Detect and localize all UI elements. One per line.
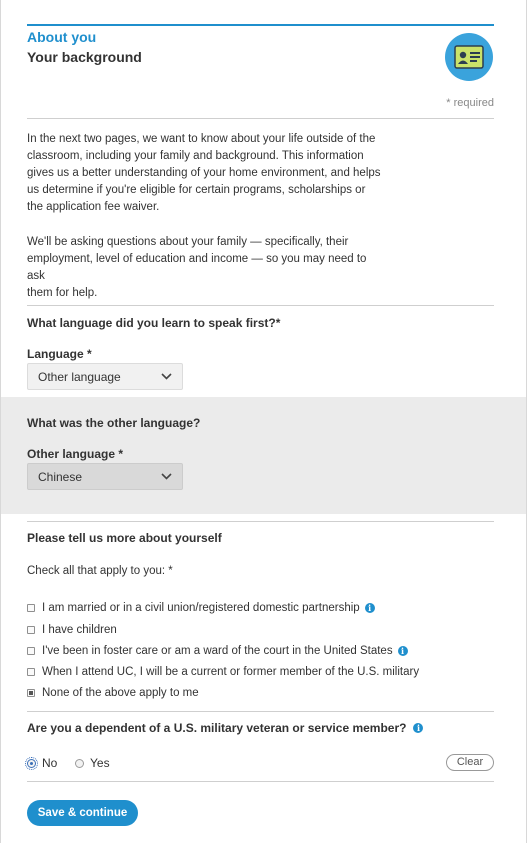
- section-badge: [445, 33, 493, 81]
- intro-paragraph-1: [27, 131, 387, 216]
- dependent-question-row: [27, 721, 423, 735]
- required-note: * required: [446, 97, 494, 109]
- other-language-select-value: Chinese: [38, 470, 83, 484]
- about-yourself-title: Please tell us more about yourself: [27, 531, 222, 545]
- radio-label: No: [42, 756, 58, 770]
- about-yourself-instruction: Check all that apply to you: *: [27, 565, 173, 577]
- divider: [27, 305, 494, 306]
- radio-button[interactable]: [75, 759, 84, 768]
- checkbox-military[interactable]: [27, 664, 419, 680]
- checkbox[interactable]: [27, 647, 35, 655]
- checkbox-label: When I attend UC, I will be a current or former member of the U.S. military: [42, 666, 420, 678]
- checkbox-checked[interactable]: [27, 689, 35, 697]
- checkbox-married[interactable]: [27, 600, 375, 616]
- language-question: What language did you learn to speak first?*: [27, 316, 281, 330]
- checkbox-label: I am married or in a civil union/registered domestic partnership: [42, 602, 360, 614]
- info-icon[interactable]: i: [365, 603, 375, 613]
- section-title: About you: [27, 29, 97, 45]
- divider: [27, 521, 494, 522]
- radio-yes[interactable]: [75, 756, 110, 770]
- intro-line: In the next two pages, we want to know about your life outside of the: [27, 133, 376, 145]
- dependent-question: Are you a dependent of a U.S. military veteran or service member?: [27, 721, 407, 735]
- intro-line: classroom, including your family and background. This information: [27, 150, 364, 162]
- checkbox[interactable]: [27, 626, 35, 634]
- other-language-select[interactable]: [27, 463, 183, 490]
- checkbox-label: None of the above apply to me: [42, 687, 199, 699]
- language-select[interactable]: [27, 363, 183, 390]
- page-title: Your background: [27, 49, 142, 65]
- checkbox-label: I've been in foster care or am a ward of the court in the United States: [42, 645, 393, 657]
- intro-line: employment, level of education and income — so you may need to ask: [27, 253, 367, 282]
- checkbox-children[interactable]: [27, 622, 117, 638]
- radio-no[interactable]: [27, 756, 57, 770]
- header-rule: [27, 24, 494, 26]
- intro-line: the application fee waiver.: [27, 201, 160, 213]
- checkbox-label: I have children: [42, 624, 117, 636]
- intro-line: gives us a better understanding of your home environment, and helps: [27, 167, 381, 179]
- divider: [27, 711, 494, 712]
- intro-line: us determine if you're eligible for certain programs, scholarships or: [27, 184, 366, 196]
- divider: [27, 781, 494, 782]
- intro-line: them for help.: [27, 287, 98, 299]
- intro-paragraph-2: [27, 234, 387, 302]
- info-icon[interactable]: i: [413, 723, 423, 733]
- id-card-icon: [454, 45, 484, 69]
- checkbox[interactable]: [27, 604, 35, 612]
- intro-line: We'll be asking questions about your family — specifically, their: [27, 236, 349, 248]
- other-language-question: What was the other language?: [27, 416, 201, 430]
- checkbox[interactable]: [27, 668, 35, 676]
- language-label: Language *: [27, 347, 92, 361]
- radio-button-selected[interactable]: [27, 759, 36, 768]
- checkbox-foster-care[interactable]: [27, 643, 408, 659]
- chevron-down-icon: [161, 373, 172, 380]
- chevron-down-icon: [161, 473, 172, 480]
- divider: [27, 118, 494, 119]
- other-language-label: Other language *: [27, 447, 124, 461]
- checkbox-none[interactable]: [27, 685, 199, 701]
- language-select-value: Other language: [38, 370, 121, 384]
- info-icon[interactable]: i: [398, 646, 408, 656]
- clear-button[interactable]: Clear: [446, 754, 494, 771]
- save-continue-button[interactable]: Save & continue: [27, 800, 138, 826]
- radio-label: Yes: [90, 756, 110, 770]
